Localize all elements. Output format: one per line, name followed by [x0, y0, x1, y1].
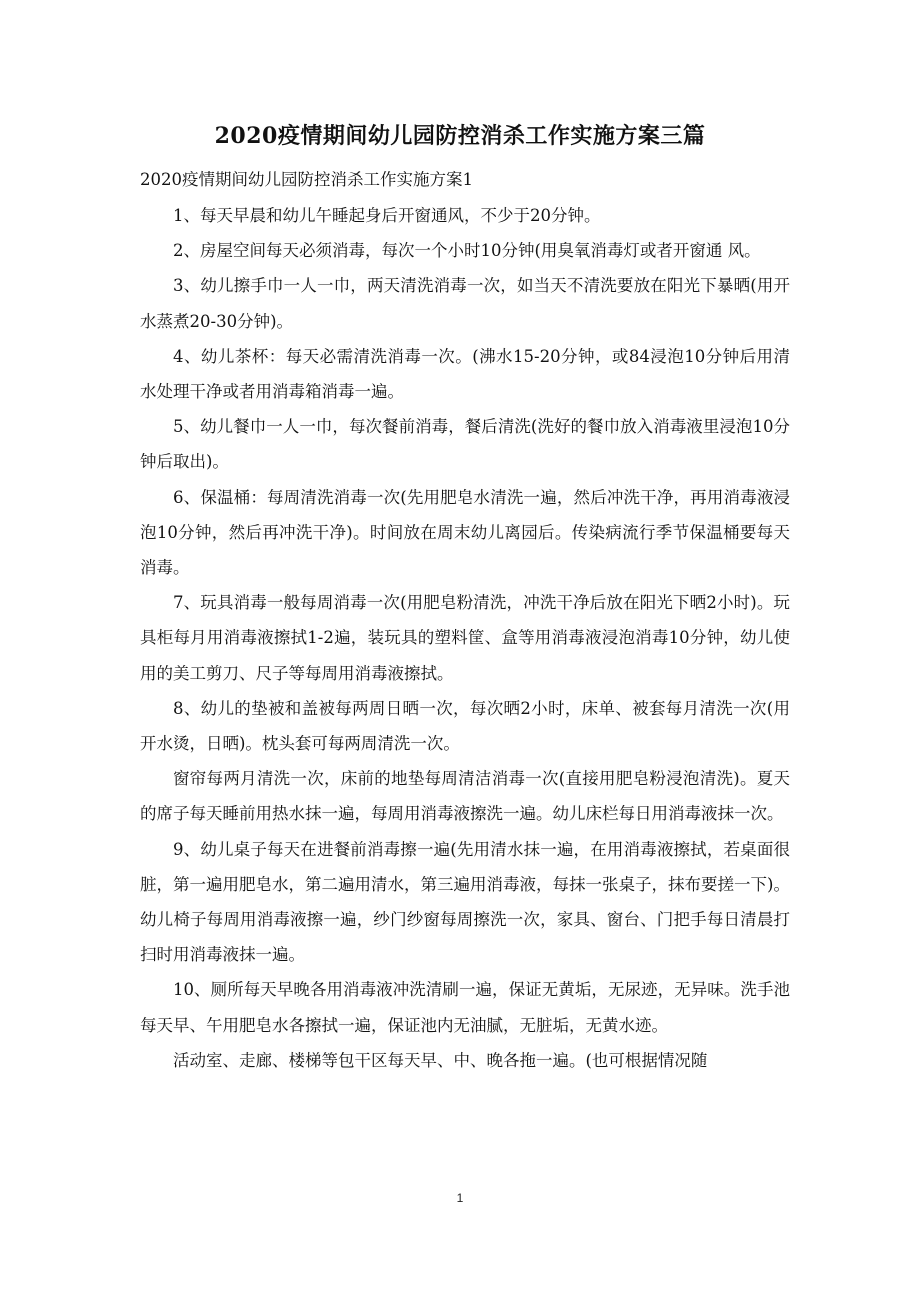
paragraph-8: 8、幼儿的垫被和盖被每两周日晒一次，每次晒2小时，床单、被套每月清洗一次(用开水烫，日晒)。枕头套可每两周清洗一次。	[140, 698, 790, 754]
document-body	[140, 198, 790, 1078]
paragraph-9: 9、幼儿桌子每天在进餐前消毒擦一遍(先用清水抹一遍，在用消毒液擦拭，若桌面很脏，第一遍用肥皂水，第二遍用清水，第三遍用消毒液，每抹一张桌子，抹布要搓一下)。幼儿椅子每周用消毒液擦一遍，纱门纱窗每周擦洗一次，家具、窗台、门把手每日清晨打扫时用消毒液抹一遍。	[140, 839, 790, 965]
paragraph-6: 6、保温桶：每周清洗消毒一次(先用肥皂水清洗一遍，然后冲洗干净，再用消毒液浸泡10分钟，然后再冲洗干净)。时间放在周末幼儿离园后。传染病流行季节保温桶要每天消毒。	[140, 487, 790, 578]
paragraph-7: 7、玩具消毒一般每周消毒一次(用肥皂粉清洗，冲洗干净后放在阳光下晒2小时)。玩具柜每月用消毒液擦拭1-2遍，装玩具的塑料筐、盒等用消毒液浸泡消毒10分钟，幼儿使用的美工剪刀、尺子等每周用消毒液擦拭。	[140, 593, 790, 683]
paragraph-5: 5、幼儿餐巾一人一巾，每次餐前消毒，餐后清洗(洗好的餐巾放入消毒液里浸泡10分钟后取出)。	[140, 417, 790, 472]
paragraph-2: 2、房屋空间每天必须消毒，每次一个小时10分钟(用臭氧消毒灯或者开窗通 风。	[173, 241, 761, 261]
paragraph-4: 4、幼儿茶杯：每天必需清洗消毒一次。(沸水15-20分钟，或84浸泡10分钟后用清水处理干净或者用消毒箱消毒一遍。	[140, 346, 790, 402]
paragraph-3: 3、幼儿擦手巾一人一巾，两天清洗消毒一次，如当天不清洗要放在阳光下暴晒(用开水蒸煮20-30分钟)。	[140, 276, 790, 331]
paragraph-10: 10、厕所每天早晚各用消毒液冲洗清刷一遍，保证无黄垢，无尿迹，无异味。洗手池每天早、午用肥皂水各擦拭一遍，保证池内无油腻，无脏垢，无黄水迹。	[140, 980, 790, 1035]
paragraph-1: 1、每天早晨和幼儿午睡起身后开窗通风，不少于20分钟。	[173, 206, 601, 225]
page-number: 1	[456, 1191, 464, 1205]
paragraph-curtains: 窗帘每两月清洗一次，床前的地垫每周清洁消毒一次(直接用肥皂粉浸泡清洗)。夏天的席子每天睡前用热水抹一遍，每周用消毒液擦洗一遍。幼儿床栏每日用消毒液抹一次。	[140, 769, 790, 824]
document-title: 2020疫情期间幼儿园防控消杀工作实施方案三篇	[214, 123, 706, 149]
section-heading: 2020疫情期间幼儿园防控消杀工作实施方案1	[140, 170, 473, 189]
paragraph-activity-room: 活动室、走廊、楼梯等包干区每天早、中、晚各拖一遍。(也可根据情况随	[173, 1050, 708, 1070]
